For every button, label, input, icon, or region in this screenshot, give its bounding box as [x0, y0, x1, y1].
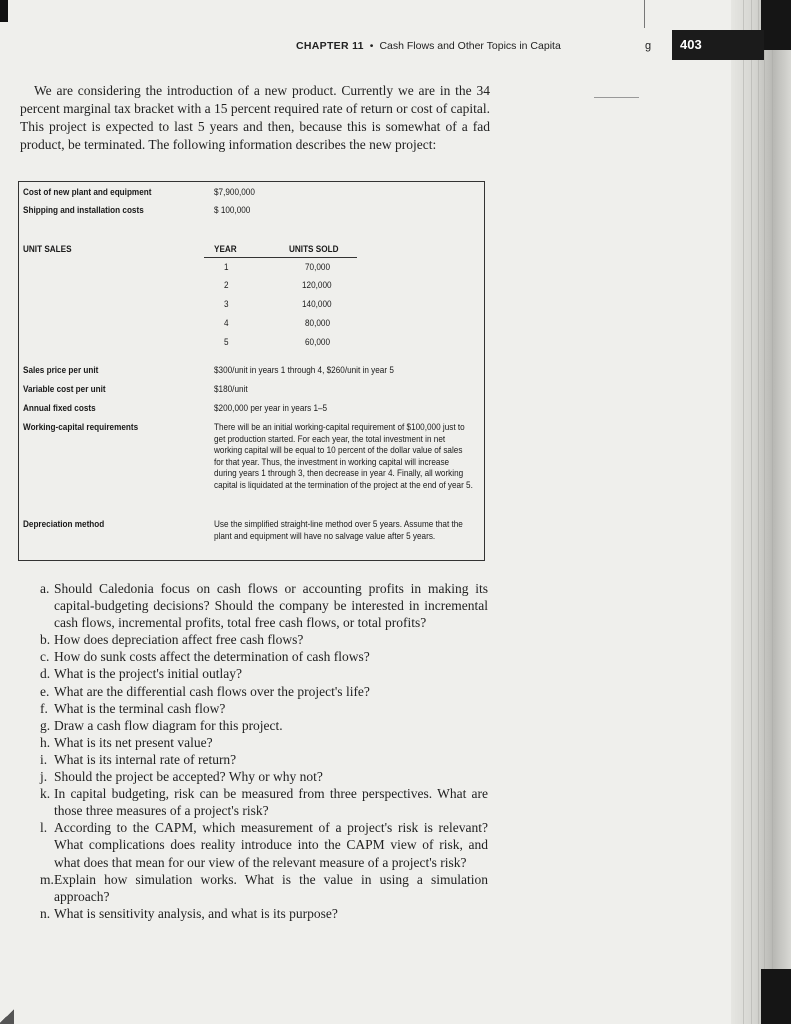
book-edge-top: [761, 0, 791, 50]
question-letter: g.: [40, 717, 51, 733]
question-item: [40, 819, 488, 870]
plant-cost-label: Cost of new plant and equipment: [23, 187, 152, 198]
question-text: In capital budgeting, risk can be measured from three perspectives. What are those three measures of a project's risk?: [54, 786, 488, 819]
sales-price-label: Sales price per unit: [23, 365, 99, 376]
question-letter: k.: [40, 786, 51, 802]
question-item: [40, 648, 488, 665]
project-spec-box: [18, 181, 485, 561]
corner-shadow: [0, 1008, 14, 1024]
plant-cost-value: $7,900,000: [214, 187, 255, 198]
units-cell: 80,000: [305, 318, 330, 329]
year-cell: 2: [224, 280, 229, 291]
question-letter: l.: [40, 820, 48, 836]
unit-sales-label: UNIT SALES: [23, 244, 72, 255]
shipping-label: Shipping and installation costs: [23, 205, 144, 216]
question-text: How does depreciation affect free cash flows?: [54, 632, 304, 648]
question-item: [40, 751, 488, 768]
table-header-rule: [204, 257, 357, 258]
working-capital-value: There will be an initial working-capital requirement of $100,000 just to get production started. For each year, the total investment in net working capital will be equal to 10 percent of the dollar value of sales for that year. Thus, the investment in working capital will increase during years 1 through 3, then decrease in year 4. Finally, all working capital is liquidated at the termination of the project at the end of year 5.: [214, 422, 473, 491]
units-cell: 60,000: [305, 337, 330, 348]
question-item: [40, 768, 488, 785]
question-text: What are the differential cash flows over the project's life?: [54, 683, 370, 699]
question-text: Draw a cash flow diagram for this project.: [54, 717, 283, 733]
question-text: Should the project be accepted? Why or why not?: [54, 769, 323, 785]
question-text: What is its internal rate of return?: [54, 751, 237, 767]
corner-mark: [0, 0, 8, 22]
working-capital-label: Working-capital requirements: [23, 422, 139, 433]
question-letter: m.: [40, 871, 54, 887]
question-letter: c.: [40, 649, 50, 665]
question-letter: b.: [40, 632, 51, 648]
variable-cost-label: Variable cost per unit: [23, 384, 106, 395]
units-cell: 140,000: [302, 299, 332, 310]
year-cell: 4: [224, 318, 229, 329]
question-item: [40, 683, 488, 700]
chapter-title: Cash Flows and Other Topics in Capita: [379, 40, 561, 52]
units-sold-column-header: UNITS SOLD: [289, 244, 339, 255]
question-letter: h.: [40, 734, 51, 750]
question-item: [40, 785, 488, 819]
question-text: What is its net present value?: [54, 734, 213, 750]
fold-line: [644, 0, 645, 28]
question-text: How do sunk costs affect the determination of cash flows?: [54, 649, 370, 665]
intro-text: We are considering the introduction of a new product. Currently we are in the 34 percent marginal tax bracket with a 15 percent required rate of return or cost of capital. This project is expected to last 5 years and then, because this is somewhat of a fad product, be terminated. The following information describes the new project:: [20, 83, 490, 152]
stray-letter: g: [645, 40, 652, 52]
page-edge-shadow: [731, 0, 791, 1024]
question-text: Should Caledonia focus on cash flows or accounting profits in making its capital-budgeting decisions? Should the company be interested in incremental cash flows, incremental profits, total free cash flows, or total profits?: [54, 581, 488, 631]
question-item: [40, 700, 488, 717]
year-cell: 3: [224, 299, 229, 310]
question-item: [40, 631, 488, 648]
shipping-value: $ 100,000: [214, 205, 251, 216]
depreciation-label: Depreciation method: [23, 519, 105, 530]
running-head: [296, 40, 561, 52]
question-item: [40, 871, 488, 905]
question-text: According to the CAPM, which measurement of a project's risk is relevant? What complications does reality introduce into the CAPM view of risk, and what does that mean for our view of the relevant measure of a project's risk?: [54, 820, 488, 870]
book-edge-bottom: [761, 969, 791, 1024]
header-bullet: •: [369, 40, 374, 52]
question-item: [40, 734, 488, 751]
question-letter: d.: [40, 666, 51, 682]
page-number-tab: [672, 30, 764, 60]
year-cell: 1: [224, 262, 229, 273]
units-cell: 70,000: [305, 262, 330, 273]
fixed-costs-label: Annual fixed costs: [23, 403, 96, 414]
question-item: [40, 905, 488, 922]
sales-price-value: $300/unit in years 1 through 4, $260/unit in year 5: [214, 365, 394, 376]
question-letter: a.: [40, 581, 50, 596]
question-text: What is the terminal cash flow?: [54, 700, 226, 716]
question-text: What is the project's initial outlay?: [54, 666, 243, 682]
question-text: What is sensitivity analysis, and what is its purpose?: [54, 905, 338, 921]
units-cell: 120,000: [302, 280, 332, 291]
question-item: [40, 580, 488, 631]
year-column-header: YEAR: [214, 244, 237, 255]
question-letter: n.: [40, 905, 51, 921]
page-number: 403: [680, 37, 702, 52]
question-letter: f.: [40, 700, 48, 716]
fixed-costs-value: $200,000 per year in years 1–5: [214, 403, 328, 414]
year-cell: 5: [224, 337, 229, 348]
intro-paragraph: [20, 82, 490, 154]
question-letter: i.: [40, 751, 48, 767]
margin-rule: [594, 97, 639, 98]
question-list: [40, 580, 488, 922]
question-letter: j.: [40, 769, 48, 785]
question-text: Explain how simulation works. What is the value in using a simulation approach?: [54, 871, 488, 904]
depreciation-value: Use the simplified straight-line method over 5 years. Assume that the plant and equipment will have no salvage value after 5 years.: [214, 519, 463, 542]
question-letter: e.: [40, 683, 50, 699]
chapter-number: CHAPTER 11: [296, 40, 364, 52]
question-item: [40, 665, 488, 682]
question-item: [40, 717, 488, 734]
variable-cost-value: $180/unit: [214, 384, 248, 395]
